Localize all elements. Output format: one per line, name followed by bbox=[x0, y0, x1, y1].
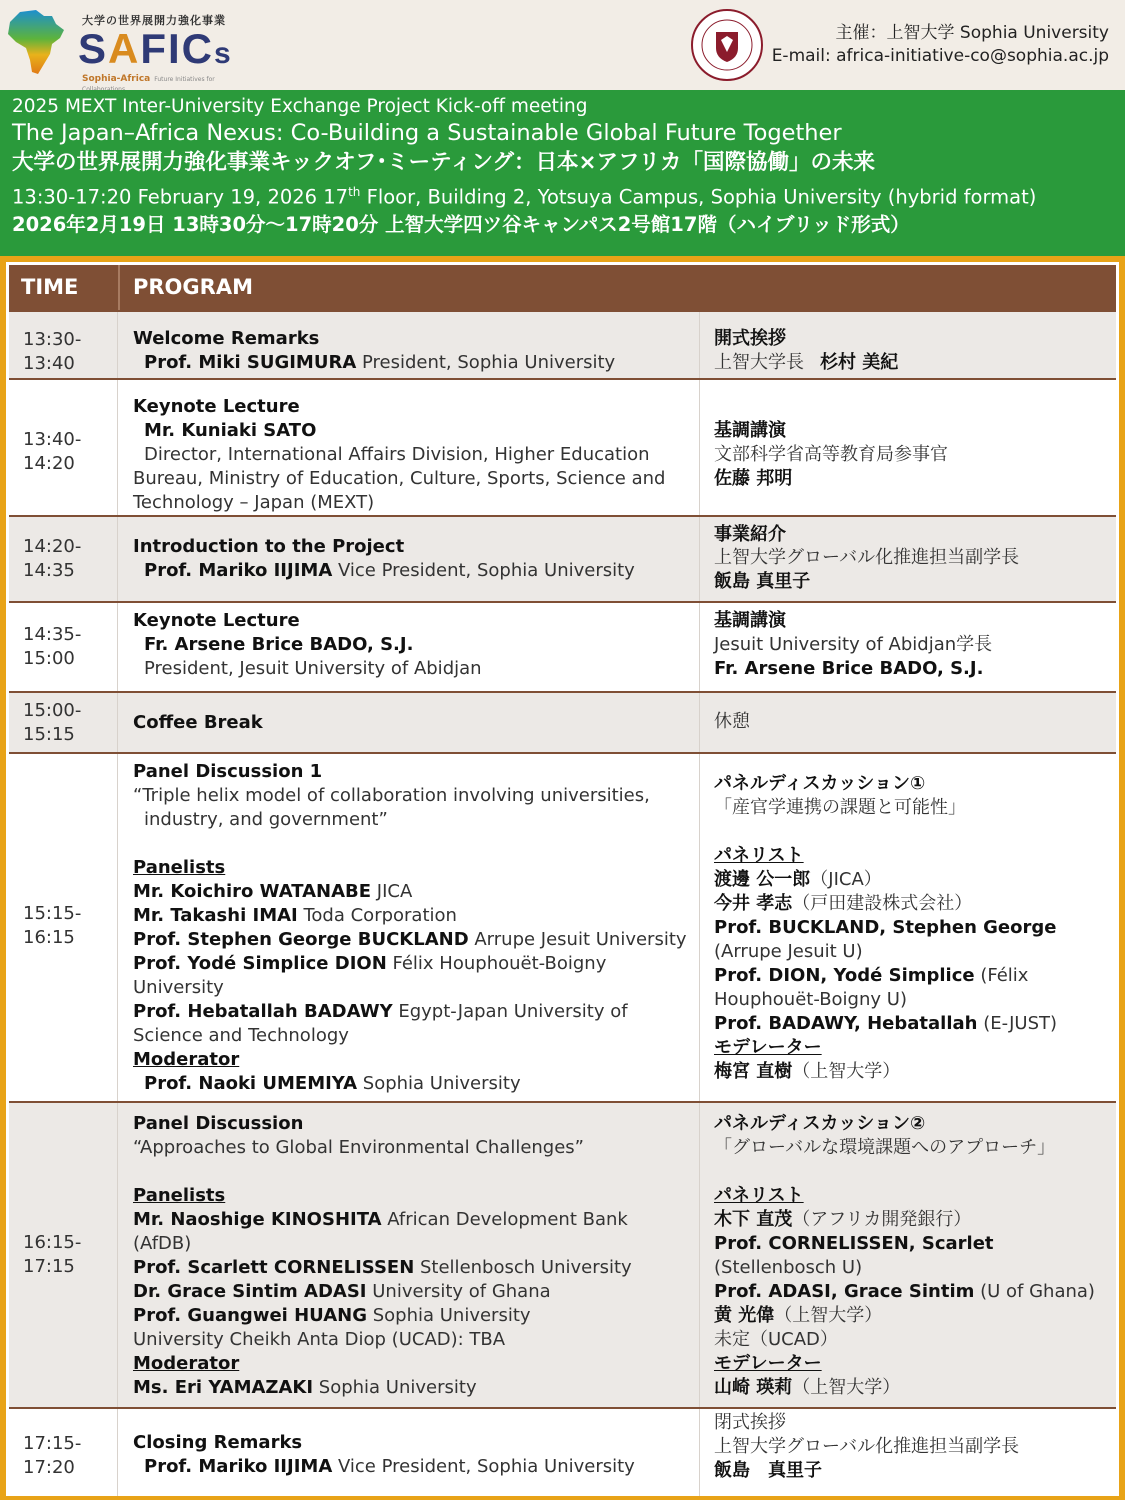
program-line: Mr. Takashi IMAI Toda Corporation bbox=[133, 905, 457, 926]
host-line: 主催：上智大学 Sophia University bbox=[835, 23, 1109, 43]
program-line: Prof. CORNELISSEN, Scarlet bbox=[714, 1233, 994, 1254]
program-line: Keynote Lecture bbox=[133, 610, 300, 631]
program-line: 上智大学グローバル化推進担当副学長 bbox=[714, 547, 1020, 568]
program-line: 「グローバルな環境課題へのアプローチ」 bbox=[714, 1137, 1056, 1158]
program-line: Panelists bbox=[133, 1185, 226, 1206]
program-line: 開式挨拶 bbox=[714, 328, 786, 349]
program-line: 山崎 瑛莉（上智大学） bbox=[714, 1377, 901, 1398]
program-line: 文部科学省高等教育局参事官 bbox=[714, 444, 948, 465]
program-line: 佐藤 邦明 bbox=[714, 468, 793, 489]
program-row bbox=[9, 752, 1116, 1101]
program-en-cell bbox=[118, 693, 700, 752]
program-jp-cell bbox=[700, 380, 1116, 515]
email-line: E-mail: africa-initiative-co@sophia.ac.jp bbox=[771, 46, 1109, 66]
program-line: Mr. Koichiro WATANABE JICA bbox=[133, 881, 413, 902]
program-line: Panelists bbox=[133, 857, 226, 878]
program-line: 梅宮 直樹（上智大学） bbox=[714, 1061, 901, 1082]
program-line: (Stellenbosch U) bbox=[714, 1257, 863, 1278]
program-en-cell bbox=[118, 312, 700, 378]
banner-project-line: 2025 MEXT Inter-University Exchange Project Kick-off meeting bbox=[12, 96, 588, 117]
program-row bbox=[9, 310, 1116, 378]
program-line: Dr. Grace Sintim ADASI University of Ghana bbox=[133, 1281, 551, 1302]
time-text: 13:40 bbox=[23, 353, 75, 374]
time-text: 17:20 bbox=[23, 1457, 75, 1478]
program-line: Panel Discussion 1 bbox=[133, 761, 323, 782]
program-line: 基調講演 bbox=[714, 420, 786, 441]
program-row bbox=[9, 691, 1116, 752]
program-line: 「産官学連携の課題と可能性」 bbox=[714, 797, 966, 818]
program-line: (AfDB) bbox=[133, 1233, 192, 1254]
program-line: Mr. Naoshige KINOSHITA African Development Bank bbox=[133, 1209, 628, 1230]
program-line: industry, and government” bbox=[144, 809, 388, 830]
program-line: Welcome Remarks bbox=[133, 328, 320, 349]
program-line: 休憩 bbox=[714, 711, 750, 732]
program-line: Prof. Guangwei HUANG Sophia University bbox=[133, 1305, 531, 1326]
program-line: Jesuit University of Abidjan学長 bbox=[714, 634, 993, 655]
program-line: パネリスト bbox=[714, 1185, 804, 1206]
program-line: Prof. ADASI, Grace Sintim (U of Ghana) bbox=[714, 1281, 1095, 1302]
col-program-header: PROGRAM bbox=[133, 275, 253, 299]
banner-title-en: The Japan–Africa Nexus: Co-Building a Sustainable Global Future Together bbox=[12, 120, 842, 146]
program-line: パネルディスカッション② bbox=[714, 1113, 926, 1134]
program-jp-cell bbox=[700, 312, 1116, 378]
program-line: 飯島 真里子 bbox=[714, 1460, 822, 1481]
program-table bbox=[6, 262, 1119, 1496]
program-line: 閉式挨拶 bbox=[714, 1412, 786, 1433]
program-line: Prof. Mariko IIJIMA Vice President, Sophia University bbox=[144, 560, 635, 581]
program-en-cell bbox=[118, 380, 700, 515]
time-cell bbox=[9, 1409, 118, 1496]
program-line: Houphouët-Boigny U) bbox=[714, 989, 907, 1010]
col-time-header: TIME bbox=[21, 275, 79, 299]
banner-datetime-jp: 2026年2月19日 13時30分～17時20分 上智大学四ツ谷キャンパス2号館17階（ハイブリッド形式） bbox=[12, 212, 910, 236]
table-header bbox=[9, 265, 1116, 310]
program-en-cell bbox=[118, 603, 700, 691]
time-cell bbox=[9, 754, 118, 1101]
program-line: Prof. Mariko IIJIMA Vice President, Sophia University bbox=[144, 1456, 635, 1477]
program-line: Introduction to the Project bbox=[133, 536, 405, 557]
program-line: 上智大学グローバル化推進担当副学長 bbox=[714, 1436, 1020, 1457]
program-line: President, Jesuit University of Abidjan bbox=[144, 658, 482, 679]
banner-datetime-en: 13:30-17:20 February 19, 2026 17th Floor, Building 2, Yotsuya Campus, Sophia University (hybrid format) bbox=[12, 185, 1037, 209]
program-line: Prof. Hebatallah BADAWY Egypt-Japan University of bbox=[133, 1001, 628, 1022]
program-row bbox=[9, 1101, 1116, 1407]
program-row bbox=[9, 1407, 1116, 1496]
time-cell bbox=[9, 1103, 118, 1407]
program-line: パネルディスカッション① bbox=[714, 773, 926, 794]
program-line: Prof. Naoki UMEMIYA Sophia University bbox=[144, 1073, 521, 1094]
time-cell bbox=[9, 517, 118, 601]
program-line: University bbox=[133, 977, 224, 998]
time-cell bbox=[9, 603, 118, 691]
time-text: 13:30- bbox=[23, 329, 82, 350]
time-text: 15:00 bbox=[23, 648, 75, 669]
program-line: 上智大学長 bbox=[714, 352, 822, 373]
program-line: Technology – Japan (MEXT) bbox=[133, 492, 375, 513]
program-line: Bureau, Ministry of Education, Culture, Sports, Science and bbox=[133, 468, 666, 489]
host-info bbox=[772, 22, 1109, 68]
program-line: University Cheikh Anta Diop (UCAD): TBA bbox=[133, 1329, 506, 1350]
program-line: 黄 光偉（上智大学） bbox=[714, 1305, 883, 1326]
logo-brand: SAFICs bbox=[78, 25, 233, 72]
program-en-cell bbox=[118, 1409, 700, 1496]
program-line: Prof. BUCKLAND, Stephen George bbox=[714, 917, 1057, 938]
program-en-cell bbox=[118, 1103, 700, 1407]
program-line: Keynote Lecture bbox=[133, 396, 300, 417]
program-table-frame bbox=[0, 256, 1125, 1500]
program-line: Science and Technology bbox=[133, 1025, 349, 1046]
program-jp-cell bbox=[700, 603, 1116, 691]
program-jp-cell bbox=[700, 754, 1116, 1101]
time-text: 15:15- bbox=[23, 903, 82, 924]
event-banner bbox=[0, 90, 1125, 256]
time-text: 14:20- bbox=[23, 536, 82, 557]
program-line: Prof. Stephen George BUCKLAND Arrupe Jesuit University bbox=[133, 929, 687, 950]
time-text: 14:20 bbox=[23, 453, 75, 474]
program-line: Moderator bbox=[133, 1353, 240, 1374]
time-text: 15:15 bbox=[23, 724, 75, 745]
program-line: Director, International Affairs Division, Higher Education bbox=[144, 444, 650, 465]
program-en-cell bbox=[118, 754, 700, 1101]
logo-jp-title: 大学の世界展開力強化事業 bbox=[82, 14, 226, 27]
program-line: 木下 直茂（アフリカ開発銀行） bbox=[714, 1209, 972, 1230]
program-jp-cell bbox=[700, 1409, 1116, 1496]
time-text: 14:35- bbox=[23, 624, 82, 645]
program-line: 事業紹介 bbox=[714, 524, 786, 545]
program-line: Mr. Kuniaki SATO bbox=[144, 420, 317, 441]
logo-subtitle: Sophia-Africa Future Initiatives for bbox=[82, 74, 215, 84]
program-line: 飯島 真里子 bbox=[714, 571, 811, 592]
program-line: 未定（UCAD） bbox=[714, 1329, 838, 1350]
program-line: 今井 孝志（戸田建設株式会社） bbox=[714, 893, 973, 914]
program-line: “Approaches to Global Environmental Challenges” bbox=[133, 1137, 585, 1158]
time-text: 17:15- bbox=[23, 1433, 82, 1454]
time-text: 15:00- bbox=[23, 700, 82, 721]
program-line: Prof. Scarlett CORNELISSEN Stellenbosch University bbox=[133, 1257, 632, 1278]
program-line: モデレーター bbox=[714, 1037, 822, 1058]
program-line: Prof. BADAWY, Hebatallah (E-JUST) bbox=[714, 1013, 1058, 1034]
program-row bbox=[9, 601, 1116, 691]
program-row bbox=[9, 378, 1116, 515]
program-line: 杉村 美紀 bbox=[820, 352, 899, 373]
program-line: 渡邊 公一郎（JICA） bbox=[714, 869, 882, 890]
program-line: Prof. Miki SUGIMURA President, Sophia University bbox=[144, 352, 616, 373]
safics-logo bbox=[6, 8, 236, 84]
program-line: Panel Discussion bbox=[133, 1113, 304, 1134]
program-line: Closing Remarks bbox=[133, 1432, 303, 1453]
program-line: Prof. DION, Yodé Simplice (Félix bbox=[714, 965, 1029, 986]
africa-map-icon bbox=[6, 8, 68, 78]
time-cell bbox=[9, 693, 118, 752]
program-line: パネリスト bbox=[714, 845, 804, 866]
time-text: 14:35 bbox=[23, 560, 75, 581]
time-cell bbox=[9, 312, 118, 378]
program-line: Moderator bbox=[133, 1049, 240, 1070]
program-line: “Triple helix model of collaboration involving universities, bbox=[133, 785, 650, 806]
program-row bbox=[9, 515, 1116, 601]
program-line: Prof. Yodé Simplice DION Félix Houphouët-Boigny bbox=[133, 953, 607, 974]
program-line: Ms. Eri YAMAZAKI Sophia University bbox=[133, 1377, 477, 1398]
program-line: Fr. Arsene Brice BADO, S.J. bbox=[714, 658, 984, 679]
time-text: 16:15 bbox=[23, 927, 75, 948]
program-jp-cell bbox=[700, 517, 1116, 601]
program-jp-cell bbox=[700, 693, 1116, 752]
program-line: Coffee Break bbox=[133, 712, 263, 733]
program-en-cell bbox=[118, 517, 700, 601]
program-line: モデレーター bbox=[714, 1353, 822, 1374]
time-text: 17:15 bbox=[23, 1256, 75, 1277]
program-jp-cell bbox=[700, 1103, 1116, 1407]
time-text: 16:15- bbox=[23, 1232, 82, 1253]
sophia-university-seal bbox=[690, 8, 764, 82]
banner-title-jp: 大学の世界展開力強化事業キックオフ･ミーティング：日本×アフリカ「国際協働」の未来 bbox=[12, 150, 875, 175]
program-line: Fr. Arsene Brice BADO, S.J. bbox=[144, 634, 414, 655]
program-line: 基調講演 bbox=[714, 610, 786, 631]
time-cell bbox=[9, 380, 118, 515]
program-line: (Arrupe Jesuit U) bbox=[714, 941, 863, 962]
time-text: 13:40- bbox=[23, 429, 82, 450]
header bbox=[0, 0, 1125, 90]
